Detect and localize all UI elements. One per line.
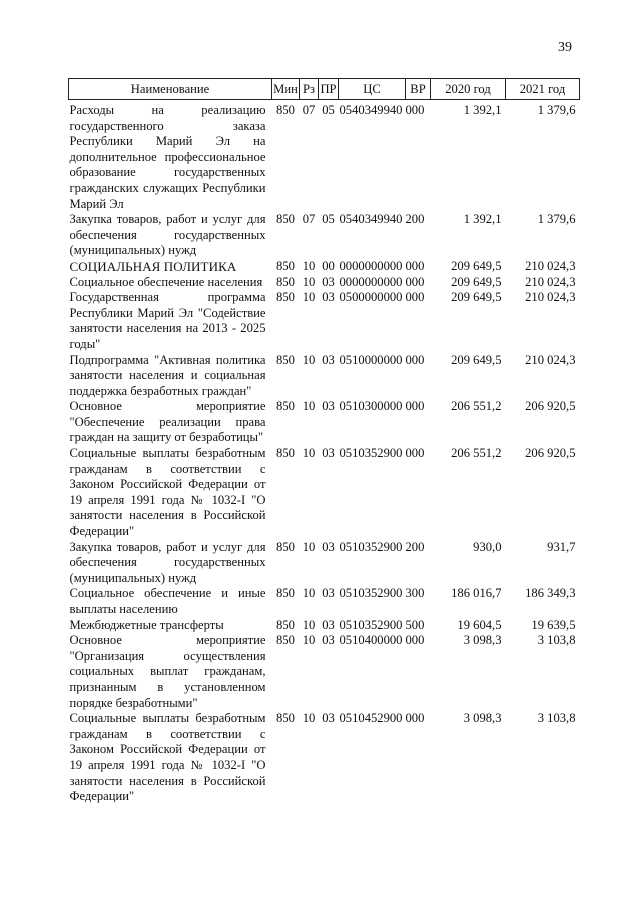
cell-cs: 0510352900 [339, 586, 403, 601]
cell-cs: 0510352900 [339, 617, 403, 632]
cell-rz: 10 [302, 633, 316, 648]
cell-y2021: 931,7 [547, 539, 576, 554]
cell-min: 850 [276, 711, 295, 726]
cell-cs: 0510300000 [339, 399, 403, 414]
table-row [69, 353, 580, 400]
cell-min: 850 [276, 633, 295, 648]
cell-cs: 0510452900 [339, 711, 403, 726]
cell-name: Закупка товаров, работ и услуг для обеспечения государственных (муниципальных) нужд [69, 212, 266, 258]
cell-pr: 03 [322, 711, 335, 726]
cell-pr: 03 [322, 633, 335, 648]
cell-vr: 200 [405, 212, 425, 227]
cell-name: Закупка товаров, работ и услуг для обеспечения государственных (муниципальных) нужд [69, 539, 266, 585]
cell-y2021: 1 379,6 [537, 212, 576, 227]
cell-y2021: 210 024,3 [525, 290, 576, 305]
cell-min: 850 [276, 103, 295, 117]
table-row [69, 586, 580, 617]
cell-y2020: 19 604,5 [457, 617, 502, 632]
budget-table [68, 78, 580, 805]
cell-cs: 0000000000 [339, 274, 403, 289]
table-row [69, 446, 580, 540]
cell-rz: 10 [302, 258, 316, 273]
cell-vr: 200 [405, 539, 425, 554]
cell-pr: 03 [322, 446, 335, 461]
cell-rz: 07 [302, 212, 316, 227]
cell-y2021: 1 379,6 [537, 103, 576, 117]
cell-y2021: 19 639,5 [531, 617, 576, 632]
cell-y2020: 206 551,2 [451, 446, 502, 461]
cell-min: 850 [276, 212, 295, 227]
cell-vr: 500 [405, 617, 425, 632]
cell-name: Основное мероприятие "Организация осуществления социальных выплат гражданам, признанным в установленном порядке безработными" [69, 633, 266, 710]
cell-y2021: 3 103,8 [537, 711, 576, 726]
cell-min: 850 [276, 539, 295, 554]
cell-name: Социальное обеспечение населения [69, 274, 263, 289]
cell-cs: 0510352900 [339, 539, 403, 554]
cell-rz: 07 [302, 103, 316, 117]
cell-y2021: 3 103,8 [537, 633, 576, 648]
cell-pr: 03 [322, 399, 335, 414]
cell-y2021: 210 024,3 [525, 274, 576, 289]
cell-vr: 000 [405, 352, 425, 367]
cell-rz: 10 [302, 290, 316, 305]
cell-rz: 10 [302, 539, 316, 554]
cell-y2021: 206 920,5 [525, 399, 576, 414]
table-row [69, 259, 580, 275]
cell-y2020: 930,0 [473, 539, 502, 554]
cell-pr: 03 [322, 617, 335, 632]
cell-min: 850 [276, 290, 295, 305]
cell-rz: 10 [302, 274, 316, 289]
cell-min: 850 [276, 258, 295, 273]
cell-min: 850 [276, 274, 295, 289]
header-pr: ПР [319, 79, 339, 100]
cell-vr: 000 [405, 274, 425, 289]
header-cs: ЦС [339, 79, 406, 100]
cell-y2021: 186 349,3 [525, 586, 576, 601]
cell-pr: 03 [322, 586, 335, 601]
table-header-row [69, 79, 580, 100]
cell-name: Основное мероприятие "Обеспечение реализации права граждан на защиту от безработицы" [69, 399, 266, 445]
cell-pr: 03 [322, 274, 335, 289]
cell-y2020: 1 392,1 [463, 212, 502, 227]
cell-vr: 000 [405, 711, 425, 726]
header-name: Наименование [69, 79, 272, 100]
cell-min: 850 [276, 446, 295, 461]
cell-pr: 05 [322, 103, 335, 117]
table-row [69, 290, 580, 352]
cell-y2020: 209 649,5 [451, 352, 502, 367]
header-min: Мин [272, 79, 300, 100]
cell-min: 850 [276, 352, 295, 367]
table-row [69, 633, 580, 711]
cell-vr: 300 [405, 586, 425, 601]
cell-pr: 03 [322, 290, 335, 305]
table-row [69, 100, 580, 213]
cell-vr: 000 [405, 446, 425, 461]
table-body [69, 100, 580, 805]
cell-cs: 0500000000 [339, 290, 403, 305]
cell-rz: 10 [302, 586, 316, 601]
cell-vr: 000 [405, 103, 425, 117]
cell-cs: 0510000000 [339, 352, 403, 367]
cell-rz: 10 [302, 399, 316, 414]
table-row [69, 618, 580, 634]
cell-rz: 10 [302, 617, 316, 632]
cell-name: Государственная программа Республики Марий Эл "Содействие занятости населения на 2013 - 2025 годы" [69, 290, 266, 351]
cell-vr: 000 [405, 399, 425, 414]
table-row [69, 275, 580, 291]
page-number: 39 [558, 40, 572, 55]
cell-name: Подпрограмма "Активная политика занятости населения и социальная поддержка безработных граждан" [69, 352, 266, 398]
table-row [69, 711, 580, 805]
cell-y2021: 210 024,3 [525, 352, 576, 367]
header-2021: 2021 год [506, 79, 580, 100]
cell-y2020: 206 551,2 [451, 399, 502, 414]
cell-vr: 000 [405, 290, 425, 305]
cell-name: Социальные выплаты безработным гражданам в соответствии с Законом Российской Федерации от 19 апреля 1991 года № 1032-I "О занятости населения в Российской Федерации" [69, 446, 266, 539]
cell-rz: 10 [302, 352, 316, 367]
cell-pr: 00 [322, 258, 335, 273]
table-row [69, 212, 580, 259]
cell-pr: 03 [322, 539, 335, 554]
cell-min: 850 [276, 617, 295, 632]
cell-y2020: 3 098,3 [463, 633, 502, 648]
table-row [69, 540, 580, 587]
cell-cs: 0540349940 [339, 212, 403, 227]
cell-y2020: 209 649,5 [451, 290, 502, 305]
cell-cs: 0000000000 [339, 258, 403, 273]
cell-cs: 0510352900 [339, 446, 403, 461]
header-rz: Рз [300, 79, 319, 100]
cell-y2020: 209 649,5 [451, 258, 502, 273]
cell-y2021: 206 920,5 [525, 446, 576, 461]
cell-y2020: 209 649,5 [451, 274, 502, 289]
table-row [69, 399, 580, 446]
cell-rz: 10 [302, 711, 316, 726]
header-2020: 2020 год [431, 79, 506, 100]
cell-y2020: 3 098,3 [463, 711, 502, 726]
cell-name: Социальные выплаты безработным гражданам в соответствии с Законом Российской Федерации от 19 апреля 1991 года № 1032-I "О занятости населения в Российской Федерации" [69, 711, 266, 804]
cell-y2021: 210 024,3 [525, 258, 576, 273]
cell-name: Расходы на реализацию государственного заказа Республики Марий Эл на дополнительное профессиональное образование государственных гражданских служащих Республики Марий Эл [69, 103, 266, 211]
cell-pr: 05 [322, 212, 335, 227]
cell-rz: 10 [302, 446, 316, 461]
cell-vr: 000 [405, 633, 425, 648]
cell-min: 850 [276, 399, 295, 414]
cell-name: Социальное обеспечение и иные выплаты населению [69, 586, 266, 616]
cell-y2020: 186 016,7 [451, 586, 502, 601]
cell-min: 850 [276, 586, 295, 601]
cell-name: Межбюджетные трансферты [69, 617, 224, 632]
cell-pr: 03 [322, 352, 335, 367]
cell-y2020: 1 392,1 [463, 103, 502, 117]
cell-cs: 0510400000 [339, 633, 403, 648]
header-vr: ВР [406, 79, 431, 100]
cell-vr: 000 [405, 258, 425, 273]
cell-cs: 0540349940 [339, 103, 403, 117]
cell-name: СОЦИАЛЬНАЯ ПОЛИТИКА [69, 258, 237, 274]
